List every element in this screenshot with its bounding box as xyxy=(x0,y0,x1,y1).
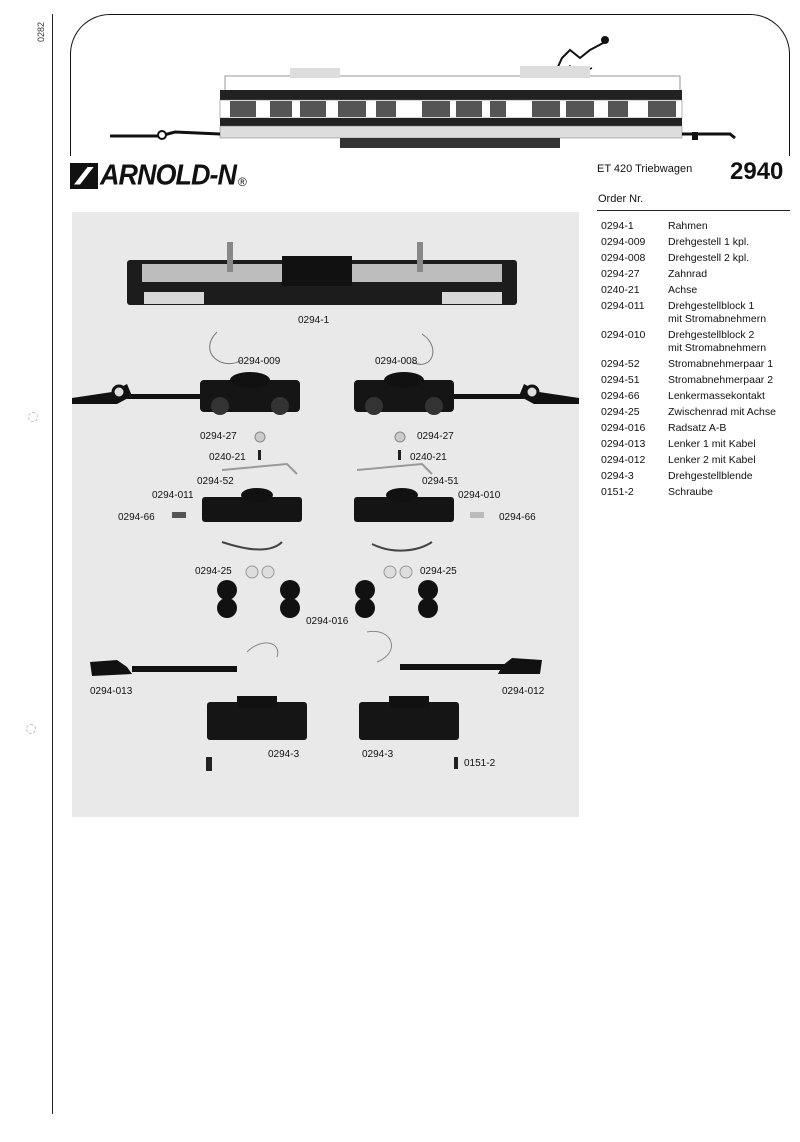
part-name-line: Stromabnehmerpaar 2 xyxy=(668,374,774,386)
callout-screw: 0151-2 xyxy=(464,758,496,769)
part-row xyxy=(601,252,796,265)
callout-axle-left: 0240-21 xyxy=(209,452,246,463)
part-code: 0294-3 xyxy=(601,470,634,482)
callout-block-1: 0294-011 xyxy=(152,490,194,501)
part-row xyxy=(601,300,796,326)
part-name xyxy=(668,470,796,483)
part-code: 0294-25 xyxy=(601,406,640,418)
part-code: 0294-66 xyxy=(601,390,640,402)
part-row xyxy=(601,438,796,451)
part-code: 0294-27 xyxy=(601,268,640,280)
part-code: 0294-52 xyxy=(601,358,640,370)
part-name-line: mit Stromabnehmern xyxy=(668,342,767,354)
order-rule xyxy=(597,210,790,211)
part-name-line: Schraube xyxy=(668,486,713,498)
part-row xyxy=(601,422,796,435)
parts-list xyxy=(601,220,796,502)
part-name xyxy=(668,406,796,419)
part-row xyxy=(601,374,796,387)
callout-block-2: 0294-010 xyxy=(458,490,501,501)
part-row xyxy=(601,329,796,355)
bogie-link-upper xyxy=(72,384,579,404)
callout-pickup-1: 0294-52 xyxy=(197,476,234,487)
part-code: 0294-51 xyxy=(601,374,640,386)
side-code: 0282 xyxy=(36,22,46,43)
part-code: 0294-1 xyxy=(601,220,634,232)
callout-bogie-1: 0294-009 xyxy=(238,356,281,367)
part-name-line: Drehgestellblock 1 xyxy=(668,300,755,312)
part-row xyxy=(601,470,796,483)
part-name xyxy=(668,454,796,467)
part-name xyxy=(668,284,796,297)
brand-logo xyxy=(70,160,247,191)
callout-contact-right: 0294-66 xyxy=(499,512,536,523)
callout-gear-left: 0294-27 xyxy=(200,431,237,442)
part-name-line: Lenker 1 mit Kabel xyxy=(668,438,756,450)
part-name-line: Zahnrad xyxy=(668,268,708,280)
part-name-line: Drehgestell 1 kpl. xyxy=(668,236,750,248)
hole-punch-mark xyxy=(28,412,38,422)
callout-idler-right: 0294-25 xyxy=(420,566,457,577)
part-name-line: Lenkermassekontakt xyxy=(668,390,765,402)
part-row xyxy=(601,358,796,371)
part-name xyxy=(668,329,796,355)
part-name xyxy=(668,438,796,451)
part-name-line: Stromabnehmerpaar 1 xyxy=(668,358,774,370)
part-name-line: Drehgestellblock 2 xyxy=(668,329,755,341)
part-row xyxy=(601,236,796,249)
order-label: Order Nr. xyxy=(598,193,644,205)
part-name xyxy=(668,358,796,371)
part-row xyxy=(601,268,796,281)
part-row xyxy=(601,284,796,297)
callout-contact-left: 0294-66 xyxy=(118,512,155,523)
margin-rule xyxy=(52,14,53,1114)
part-name-line: mit Stromabnehmern xyxy=(668,313,767,325)
part-name-line: Radsatz A-B xyxy=(668,422,727,434)
callout-axle-right: 0240-21 xyxy=(410,452,447,463)
part-code: 0240-21 xyxy=(601,284,640,296)
part-row xyxy=(601,220,796,233)
part-code: 0151-2 xyxy=(601,486,634,498)
part-code: 0294-008 xyxy=(601,252,646,264)
part-name xyxy=(668,236,796,249)
part-name-line: Achse xyxy=(668,284,698,296)
model-number: 2940 xyxy=(730,158,784,185)
callout-wheelset: 0294-016 xyxy=(306,616,349,627)
part-name xyxy=(668,374,796,387)
callout-link-2: 0294-012 xyxy=(502,686,545,697)
part-code: 0294-012 xyxy=(601,454,646,466)
part-code: 0294-011 xyxy=(601,300,645,312)
part-row xyxy=(601,486,796,499)
part-name xyxy=(668,390,796,403)
part-name xyxy=(668,220,796,233)
callout-bogie-2: 0294-008 xyxy=(375,356,418,367)
part-code: 0294-013 xyxy=(601,438,646,450)
part-name xyxy=(668,252,796,265)
brand-mark-icon xyxy=(70,163,98,189)
part-code: 0294-009 xyxy=(601,236,646,248)
hole-punch-mark xyxy=(26,724,36,734)
registered-mark: ® xyxy=(237,174,247,189)
callout-pickup-2: 0294-51 xyxy=(422,476,459,487)
part-name xyxy=(668,300,796,326)
exploded-view-photo xyxy=(72,212,579,817)
part-row xyxy=(601,454,796,467)
part-name xyxy=(668,268,796,281)
frame-part xyxy=(127,242,517,305)
part-name xyxy=(668,422,796,435)
callout-frame: 0294-1 xyxy=(298,315,330,326)
callout-gear-right: 0294-27 xyxy=(417,431,454,442)
part-name xyxy=(668,486,796,499)
part-name-line: Drehgestellblende xyxy=(668,470,753,482)
part-name-line: Drehgestell 2 kpl. xyxy=(668,252,750,264)
callout-idler-left: 0294-25 xyxy=(195,566,232,577)
part-name-line: Rahmen xyxy=(668,220,708,232)
part-name-line: Lenker 2 mit Kabel xyxy=(668,454,756,466)
part-code: 0294-016 xyxy=(601,422,646,434)
part-row xyxy=(601,390,796,403)
part-name-line: Zwischenrad mit Achse xyxy=(668,406,776,418)
train-illustration xyxy=(100,28,740,153)
callout-blende-left: 0294-3 xyxy=(268,749,300,760)
callout-blende-right: 0294-3 xyxy=(362,749,394,760)
part-row xyxy=(601,406,796,419)
model-name: ET 420 Triebwagen xyxy=(597,163,693,175)
callout-link-1: 0294-013 xyxy=(90,686,133,697)
part-code: 0294-010 xyxy=(601,329,646,341)
bogie-part xyxy=(200,372,454,415)
brand-name: ARNOLD-N xyxy=(100,159,236,191)
